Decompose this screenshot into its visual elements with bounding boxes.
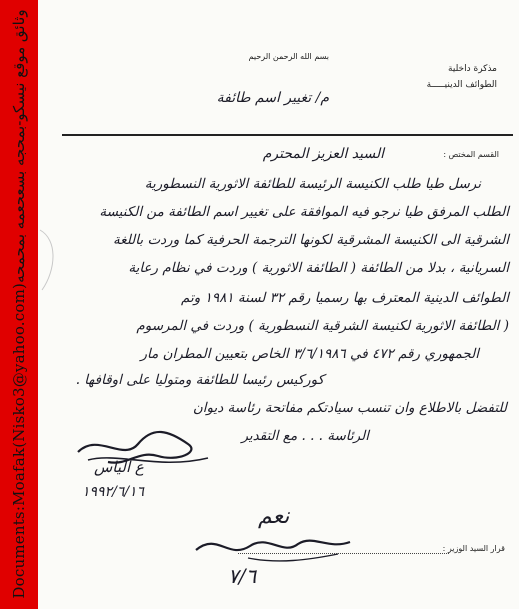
body-line: الجمهوري رقم ٤٧٢ في ٣/٦/١٩٨٦ الخاص بتعيين المطران مار — [140, 346, 479, 362]
decision-label: قرار السيد الوزير : — [442, 544, 505, 553]
memo-label: مذكرة داخلية — [448, 64, 497, 74]
paper-fold-mark — [38, 220, 78, 300]
watermark-text: Documents:Moafak(Nisko3@yahoo.com)وثائق موقع نيسكو-بمحجه بسعحعمه بمحمحه — [10, 9, 28, 599]
header-divider — [62, 134, 513, 136]
letter-page — [38, 0, 519, 609]
letter-date: ١٩٩٢/٦/١٦ — [82, 484, 145, 500]
body-line: كوركيس رئيسا للطائفة ومتوليا على اوقافها . — [75, 372, 324, 388]
subject-line: م/ تغيير اسم طائفة — [216, 90, 329, 106]
bottom-note: ٧/٦ — [228, 564, 257, 588]
minister-mark: نعم — [258, 504, 290, 529]
decision-dotted-line — [238, 553, 449, 554]
signer-name: ع الياس — [94, 458, 144, 476]
section-label: القسم المختص : — [443, 150, 499, 159]
body-line: نرسل طيا طلب الكنيسة الرئيسة للطائفة الاثورية النسطورية — [144, 176, 481, 192]
body-line: السريانية ، بدلا من الطائفة ( الطائفة الاثورية ) وردت في نظام رعاية — [128, 260, 509, 276]
salutation: السيد العزيز المحترم — [262, 146, 384, 162]
minister-signature — [188, 520, 358, 570]
closing-request: للتفضل بالاطلاع وان تنسب سيادتكم مفاتحة رئاسة ديوان — [192, 400, 507, 416]
department-label: الطوائف الدينيـــــة — [426, 80, 497, 90]
body-line: الطوائف الدينية المعترف بها رسميا رقم ٣٢ لسنة ١٩٨١ وتم — [181, 290, 509, 306]
body-line: الشرقية الى الكنيسة المشرقية لكونها الترجمة الحرفية كما وردت باللغة — [112, 232, 509, 248]
body-line: الطلب المرفق طيا نرجو فيه الموافقة على تغيير اسم الطائفة من الكنيسة — [99, 204, 509, 220]
body-line: ( الطائفة الاثورية لكنيسة الشرقية النسطورية ) وردت في المرسوم — [136, 318, 509, 334]
basmala: بسم الله الرحمن الرحيم — [248, 52, 329, 61]
watermark-sidebar — [0, 0, 38, 609]
closing-regards: الرئاسة . . . مع التقدير — [241, 428, 369, 444]
